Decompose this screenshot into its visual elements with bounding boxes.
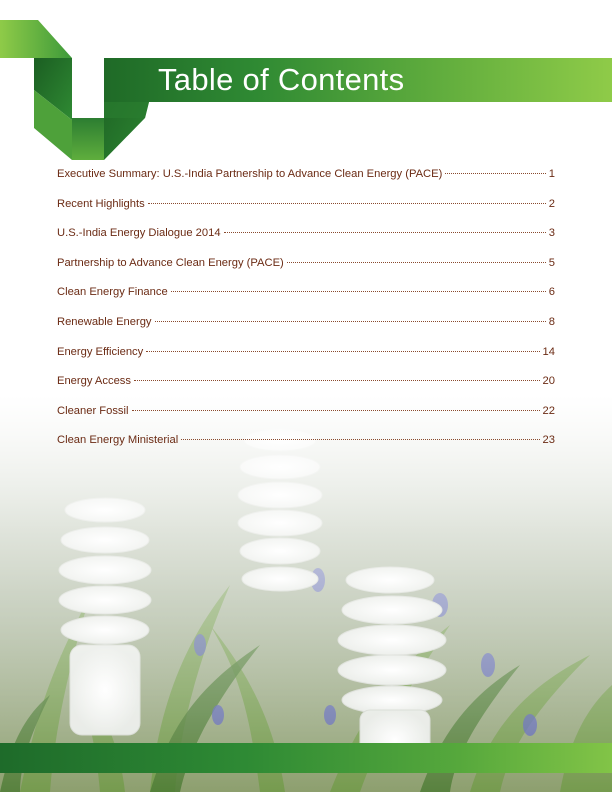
toc-entry-title: Energy Efficiency	[57, 345, 144, 358]
toc-entry-cleaner-fossil[interactable]	[57, 405, 555, 435]
toc-entry-title: Executive Summary: U.S.-India Partnership to Advance Clean Energy (PACE)	[57, 168, 443, 180]
toc-entry-page: 23	[542, 434, 555, 447]
toc-entry-title: Recent Highlights	[57, 197, 145, 210]
dot-leader	[445, 173, 545, 174]
page-title: Table of Contents	[158, 62, 405, 97]
dot-leader	[181, 439, 539, 440]
toc-entry-recent-highlights[interactable]	[57, 198, 555, 228]
toc-entry-energy-access[interactable]	[57, 375, 555, 405]
toc-entry-clean-energy-finance[interactable]	[57, 286, 555, 316]
toc-entry-title: Cleaner Fossil	[57, 404, 129, 417]
toc-entry-renewable-energy[interactable]	[57, 316, 555, 346]
toc-entry-clean-energy-ministerial[interactable]	[57, 434, 555, 464]
toc-entry-pace[interactable]	[57, 257, 555, 287]
toc-entry-energy-dialogue[interactable]	[57, 227, 555, 257]
dot-leader	[132, 410, 540, 411]
dot-leader	[171, 291, 546, 292]
toc-entry-executive-summary[interactable]	[57, 168, 555, 198]
footer-green-bar	[0, 743, 612, 773]
dot-leader	[146, 351, 539, 352]
toc-entry-title: Energy Access	[57, 375, 131, 388]
toc-entry-title: Partnership to Advance Clean Energy (PACE)	[57, 256, 284, 269]
toc-entry-title: U.S.-India Energy Dialogue 2014	[57, 227, 221, 240]
toc-entry-page: 3	[548, 227, 555, 240]
toc-entry-page: 22	[542, 404, 555, 417]
dot-leader	[148, 203, 546, 204]
dot-leader	[287, 262, 546, 263]
toc-entry-page: 14	[542, 345, 555, 358]
toc-entry-page: 2	[548, 197, 555, 210]
toc-entry-page: 6	[548, 286, 555, 299]
toc-entry-page: 20	[542, 375, 555, 388]
toc-entry-title: Clean Energy Ministerial	[57, 434, 179, 447]
toc-entry-page: 8	[548, 315, 555, 328]
toc-entry-title: Clean Energy Finance	[57, 286, 168, 299]
toc-entry-page: 5	[548, 256, 555, 269]
toc-entry-title: Renewable Energy	[57, 315, 152, 328]
dot-leader	[155, 321, 546, 322]
dot-leader	[224, 232, 546, 233]
toc-entry-page: 1	[548, 168, 555, 180]
table-of-contents	[57, 168, 555, 464]
toc-entry-energy-efficiency[interactable]	[57, 346, 555, 376]
dot-leader	[134, 380, 540, 381]
